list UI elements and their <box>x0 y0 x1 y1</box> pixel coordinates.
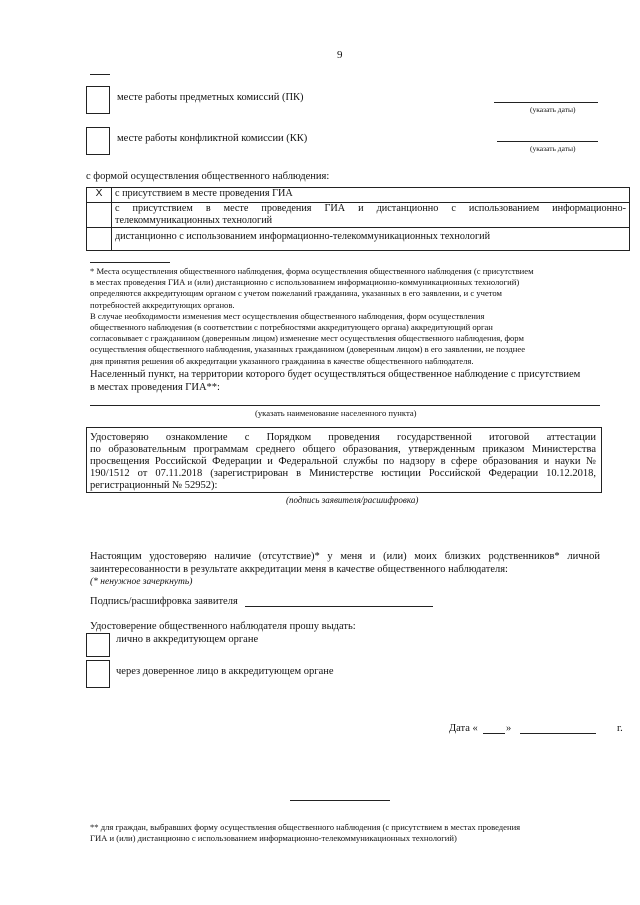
form-option-line: с присутствием в месте проведения ГИА и дистанционно с использованием информационно- <box>115 203 626 214</box>
date-day-line[interactable] <box>483 733 505 734</box>
form-heading: с формой осуществления общественного наблюдения: <box>86 171 330 182</box>
form-mark-cell[interactable] <box>87 228 112 251</box>
signature-input-line[interactable] <box>245 606 433 607</box>
kk-checkbox[interactable] <box>86 127 110 155</box>
date-year-suffix: г. <box>617 723 623 734</box>
kk-date-line[interactable] <box>497 141 598 142</box>
certification-line: 190/1512 от 07.11.2018 (зарегистрирован в Министерстве юстиции Российской Федерации 10.12.2018, <box>90 468 596 479</box>
form-row[interactable] <box>87 188 630 203</box>
kk-option-label: месте работы конфликтной комиссии (КК) <box>117 133 308 144</box>
bottom-footnote-separator <box>290 800 390 801</box>
form-option-line: с присутствием в месте проведения ГИА <box>115 188 293 199</box>
interest-note: (* ненужное зачеркнуть) <box>90 577 193 587</box>
date-month-line[interactable] <box>520 733 596 734</box>
date-quote-close: » <box>506 723 512 734</box>
locality-line-1: Населенный пункт, на территории которого будет осуществляться общественное наблюдение с присутствием <box>90 369 581 380</box>
footnote-line: согласовывает с гражданином (доверенным лицом) изменение мест осуществления общественного наблюдения, форм <box>90 333 524 344</box>
footnote-line: определяются аккредитующим органом с учетом пожеланий гражданина, указанных в его заявлении, и с учетом <box>90 288 502 299</box>
form-option-text <box>112 228 630 251</box>
footnote-line: В случае необходимости изменения мест осуществления общественного наблюдения, форм осуществления <box>90 310 485 321</box>
pk-date-caption: (указать даты) <box>530 105 576 114</box>
interest-last-line: заинтересованности в результате аккредитации меня в качестве общественного наблюдателя: <box>90 564 508 575</box>
form-table <box>86 187 630 251</box>
certification-last-line: регистрационный № 52952): <box>90 480 218 491</box>
footnote-line: дня принятия решения об аккредитации указанного гражданина в качестве общественного наблюдателя. <box>90 355 474 366</box>
form-row[interactable] <box>87 203 630 228</box>
issue-personal-checkbox[interactable] <box>86 633 110 657</box>
certification-line: просвещения Российской Федерации и Федеральной службы по надзору в сфере образования и науки № <box>90 456 596 467</box>
footnote-separator <box>90 262 170 263</box>
footnote-line: ГИА и (или) дистанционно с использованием информационно-телекоммуникационных технологий) <box>90 833 457 844</box>
footnote-line: потребностей аккредитующих органов. <box>90 299 235 310</box>
double-star-footnote <box>90 822 520 844</box>
issue-heading: Удостоверение общественного наблюдателя прошу выдать: <box>90 621 356 632</box>
certification-signature-caption: (подпись заявителя/расшифровка) <box>286 495 419 505</box>
pk-option-label: месте работы предметных комиссий (ПК) <box>117 92 304 103</box>
footnote-line: * Места осуществления общественного наблюдения, форма осуществления общественного наблюдения (с присутствием <box>90 266 534 276</box>
footnote-line: осуществления общественного наблюдения, указанных гражданином (доверенным лицом) в его заявлении, не позднее <box>90 344 526 355</box>
signature-label: Подпись/расшифровка заявителя <box>90 596 238 607</box>
certification-line: по образовательным программам среднего общего образования, утвержденным приказом Министерства <box>90 444 596 455</box>
form-option-text <box>112 188 630 203</box>
pk-date-line[interactable] <box>494 102 598 103</box>
kk-date-caption: (указать даты) <box>530 144 576 153</box>
form-option-line: дистанционно с использованием информационно-телекоммуникационных технологий <box>115 231 491 242</box>
top-left-rule <box>90 74 110 75</box>
date-label: Дата « <box>449 723 478 734</box>
footnote-line: ** для граждан, выбравших форму осуществления общественного наблюдения (с присутствием в местах проведения <box>90 822 521 832</box>
form-row[interactable] <box>87 228 630 251</box>
form-option-line: телекоммуникационных технологий <box>115 215 273 226</box>
page-number: 9 <box>337 49 343 61</box>
locality-input-line[interactable] <box>90 405 600 406</box>
pk-checkbox[interactable] <box>86 86 110 114</box>
form-option-text <box>112 203 630 228</box>
form-mark-cell[interactable]: X <box>87 188 112 203</box>
issue-proxy-label: через доверенное лицо в аккредитующем органе <box>116 666 334 677</box>
issue-personal-label: лично в аккредитующем органе <box>116 634 259 645</box>
locality-line-2: в местах проведения ГИА**: <box>90 382 220 393</box>
interest-line: Настоящим удостоверяю наличие (отсутствие)* у меня и (или) моих близких родственников* личной <box>90 551 600 562</box>
footnote-line: общественного наблюдения (в соответствии с потребностями аккредитующего органа) аккредитующий орган <box>90 322 493 333</box>
form-mark-cell[interactable] <box>87 203 112 228</box>
issue-proxy-checkbox[interactable] <box>86 660 110 688</box>
certification-line: Удостоверяю ознакомление с Порядком проведения государственной итоговой аттестации <box>90 432 596 443</box>
locality-caption: (указать наименование населенного пункта) <box>255 408 417 418</box>
footnote-line: в местах проведения ГИА и (или) дистанционно с использованием информационно-коммуникационных технологий) <box>90 277 520 288</box>
star-footnote <box>90 266 610 367</box>
